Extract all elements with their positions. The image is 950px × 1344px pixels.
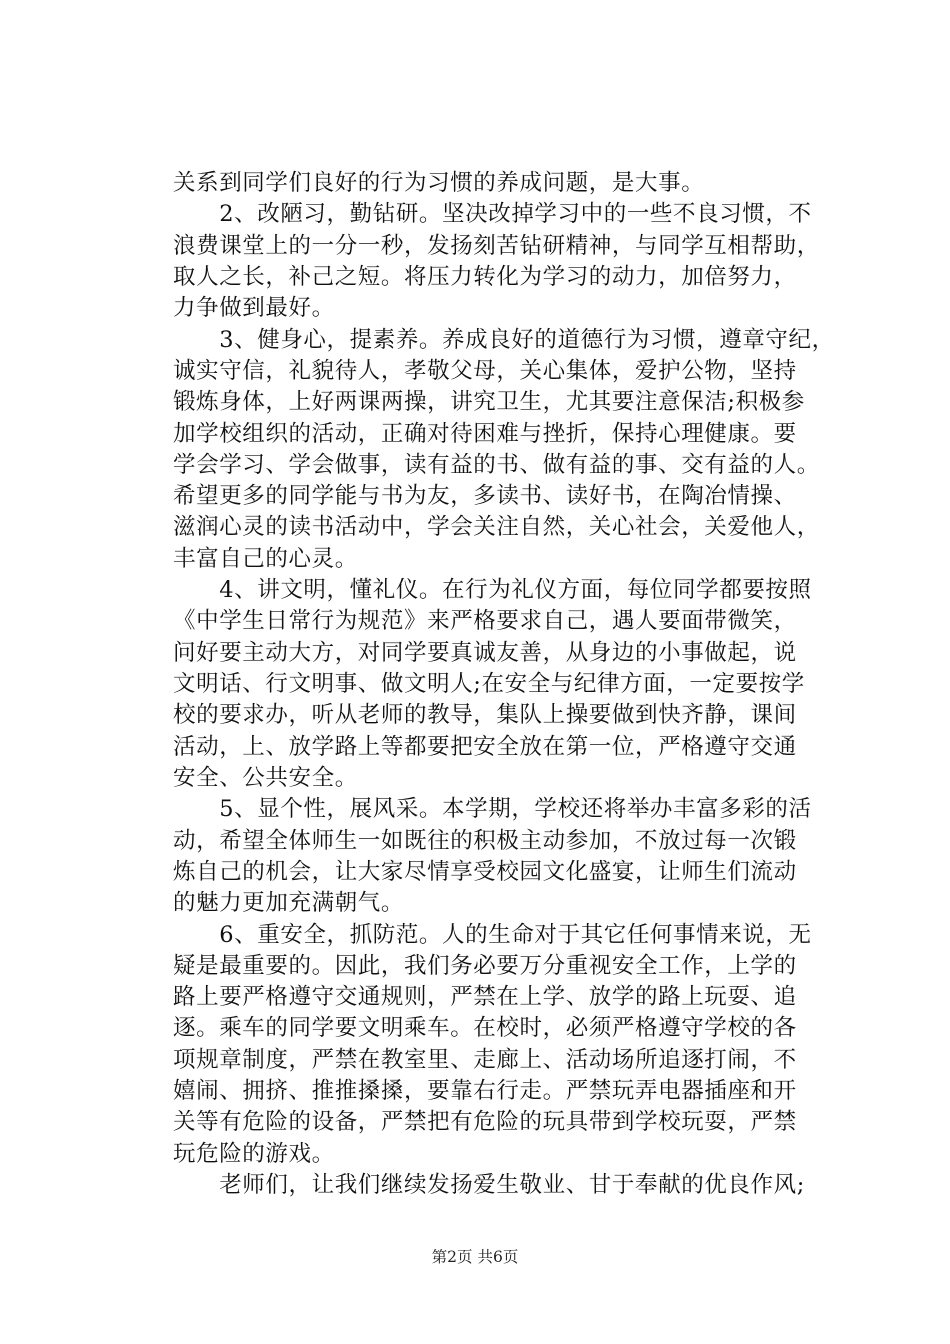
text-line: 逐。乘车的同学要文明乘车。在校时，必须严格遵守学校的各 (173, 1015, 797, 1041)
text-line: 3、健身心，提素养。养成良好的道德行为习惯，遵章守纪， (173, 327, 835, 353)
text-line: 锻炼身体，上好两课两操，讲究卫生，尤其要注意保洁;积极参 (173, 389, 805, 415)
text-line: 4、讲文明，懂礼仪。在行为礼仪方面，每位同学都要按照 (173, 577, 812, 603)
text-line: 丰富自己的心灵。 (173, 546, 358, 572)
text-line: 浪费课堂上的一分一秒，发扬刻苦钻研精神，与同学互相帮助， (173, 233, 820, 259)
text-line: 希望更多的同学能与书为友，多读书、读好书，在陶冶情操、 (173, 483, 797, 509)
text-line: 动，希望全体师生一如既往的积极主动参加，不放过每一次锻 (173, 828, 797, 854)
text-line: 取人之长，补己之短。将压力转化为学习的动力，加倍努力， (173, 264, 797, 290)
text-line: 5、显个性，展风采。本学期，学校还将举办丰富多彩的活 (173, 796, 812, 822)
text-line: 文明话、行文明事、做文明人;在安全与纪律方面，一定要按学 (173, 671, 805, 697)
text-line: 安全、公共安全。 (173, 765, 358, 791)
text-line: 问好要主动大方，对同学要真诚友善，从身边的小事做起，说 (173, 640, 797, 666)
text-line: 路上要严格遵守交通规则，严禁在上学、放学的路上玩耍、追 (173, 984, 797, 1010)
text-line: 《中学生日常行为规范》来严格要求自己，遇人要面带微笑， (173, 608, 797, 634)
text-line: 玩危险的游戏。 (173, 1141, 335, 1167)
text-line: 老师们，让我们继续发扬爱生敬业、甘于奉献的优良作风; (173, 1172, 805, 1198)
page-number: 第2页 共6页 (431, 1248, 519, 1266)
text-line: 6、重安全，抓防范。人的生命对于其它任何事情来说，无 (173, 922, 812, 948)
text-line: 学会学习、学会做事，读有益的书、做有益的事、交有益的人。 (173, 452, 820, 478)
text-line: 炼自己的机会，让大家尽情享受校园文化盛宴，让师生们流动 (173, 859, 797, 885)
text-line: 加学校组织的活动，正确对待困难与挫折，保持心理健康。要 (173, 421, 797, 447)
text-line: 嬉闹、拥挤、推推搡搡，要靠右行走。严禁玩弄电器插座和开 (173, 1078, 797, 1104)
text-line: 关等有危险的设备，严禁把有危险的玩具带到学校玩耍，严禁 (173, 1109, 797, 1135)
text-line: 2、改陋习，勤钻研。坚决改掉学习中的一些不良习惯，不 (173, 201, 812, 227)
text-line: 诚实守信，礼貌待人，孝敬父母，关心集体，爱护公物，坚持 (173, 358, 797, 384)
text-line: 疑是最重要的。因此，我们务必要万分重视安全工作，上学的 (173, 953, 797, 979)
text-line: 力争做到最好。 (173, 295, 335, 321)
text-line: 校的要求办，听从老师的教导，集队上操要做到快齐静，课间 (173, 702, 797, 728)
text-line: 项规章制度，严禁在教室里、走廊上、活动场所追逐打闹，不 (173, 1047, 797, 1073)
text-line: 活动，上、放学路上等都要把安全放在第一位，严格遵守交通 (173, 734, 797, 760)
text-line: 的魅力更加充满朝气。 (173, 890, 405, 916)
text-line: 滋润心灵的读书活动中，学会关注自然，关心社会，关爱他人， (173, 514, 820, 540)
text-line: 关系到同学们良好的行为习惯的养成问题，是大事。 (173, 170, 705, 196)
